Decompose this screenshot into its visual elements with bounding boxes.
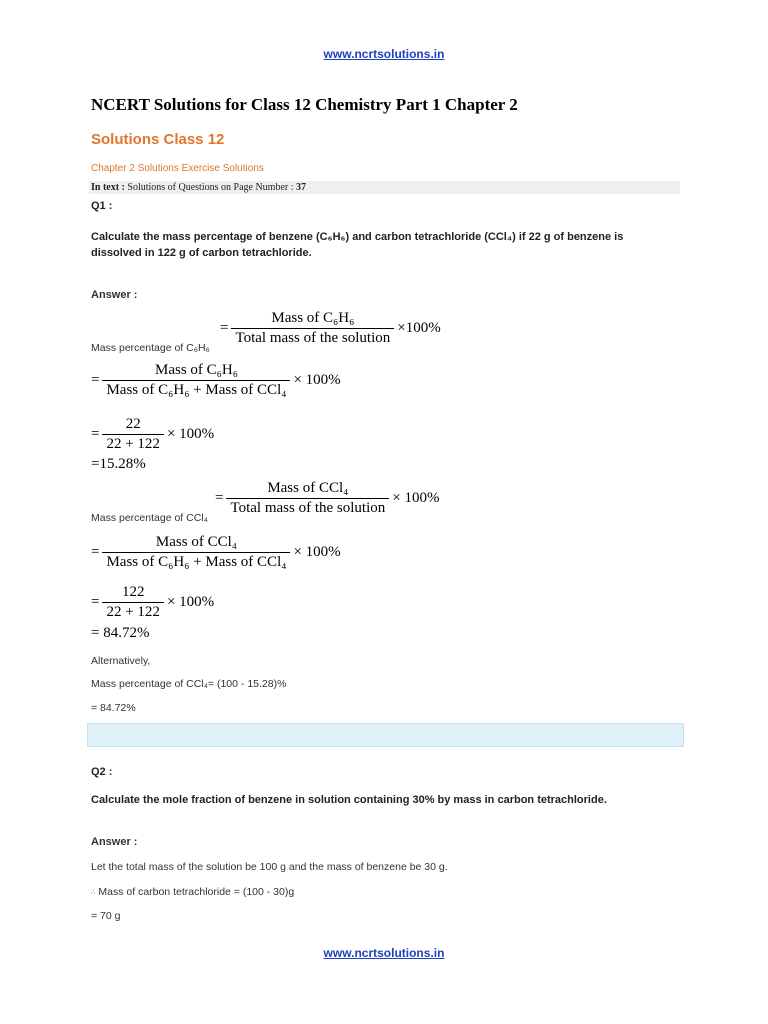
alternative-result: = 84.72% [91, 702, 136, 714]
q2-answer-label: Answer : [91, 836, 138, 848]
ad-placeholder-box [87, 723, 684, 747]
q2-question: Calculate the mole fraction of benzene in solution containing 30% by mass in carbon tetrachloride. [91, 794, 607, 806]
mass-pct-ccl4-label: Mass percentage of CCl₄ [91, 512, 208, 524]
q2-answer-line3: = 70 g [91, 910, 121, 922]
equation-benzene-numeric: = $\frac{22}{22 + 122}$ × 100% [91, 416, 215, 452]
document-title: NCERT Solutions for Class 12 Chemistry Part 1 Chapter 2 [91, 95, 518, 114]
equation-ccl4-expanded: = $\frac{\text{Mass of CCl₄}}{\text{Mass of C₆H₆ + Mass of CCl₄}}$ × 100% [91, 534, 341, 570]
footer-site-link[interactable]: www.ncrtsolutions.in [323, 946, 445, 960]
q1-question-line1: Calculate the mass percentage of benzene (C₆H₆) and carbon tetrachloride (CCl₄) if 22 g of benzene is [91, 231, 624, 243]
intext-line: In text : Solutions of Questions on Page Number : 37 [91, 182, 306, 193]
q1-label: Q1 : [91, 200, 113, 212]
equation-mass-pct-benzene-def: = $\frac{\text{Mass of C₆H₆}}{\text{Total mass of the solution}}$ ×100% [220, 310, 441, 346]
q2-label: Q2 : [91, 766, 113, 778]
q1-question-line2: dissolved in 122 g of carbon tetrachloride. [91, 247, 312, 259]
equation-ccl4-numeric: = $\frac{122}{22 + 122}$ × 100% [91, 584, 215, 620]
mass-pct-benzene-label: Mass percentage of C₆H₆ [91, 342, 210, 354]
q2-answer-line2: ∴ Mass of carbon tetrachloride = (100 - 30)g [91, 886, 295, 898]
q2-answer-line1: Let the total mass of the solution be 100 g and the mass of benzene be 30 g. [91, 861, 448, 873]
therefore-symbol: ∴ [91, 889, 96, 897]
alternatively-label: Alternatively, [91, 655, 151, 667]
chapter-subheading: Chapter 2 Solutions Exercise Solutions [91, 163, 264, 174]
section-heading: Solutions Class 12 [91, 131, 225, 148]
header-site-link[interactable]: www.ncrtsolutions.in [323, 47, 445, 61]
result-ccl4: = 84.72% [91, 625, 150, 641]
equation-benzene-expanded: = $\frac{\text{Mass of C₆H₆}}{\text{Mass of C₆H₆ + Mass of CCl₄}}$ × 100% [91, 362, 341, 398]
q1-answer-label: Answer : [91, 289, 138, 301]
result-benzene: =15.28% [91, 456, 146, 472]
equation-mass-pct-ccl4-def: = $\frac{\text{Mass of CCl₄}}{\text{Total mass of the solution}}$ × 100% [215, 480, 440, 516]
alternative-calculation: Mass percentage of CCl₄= (100 - 15.28)% [91, 678, 287, 690]
